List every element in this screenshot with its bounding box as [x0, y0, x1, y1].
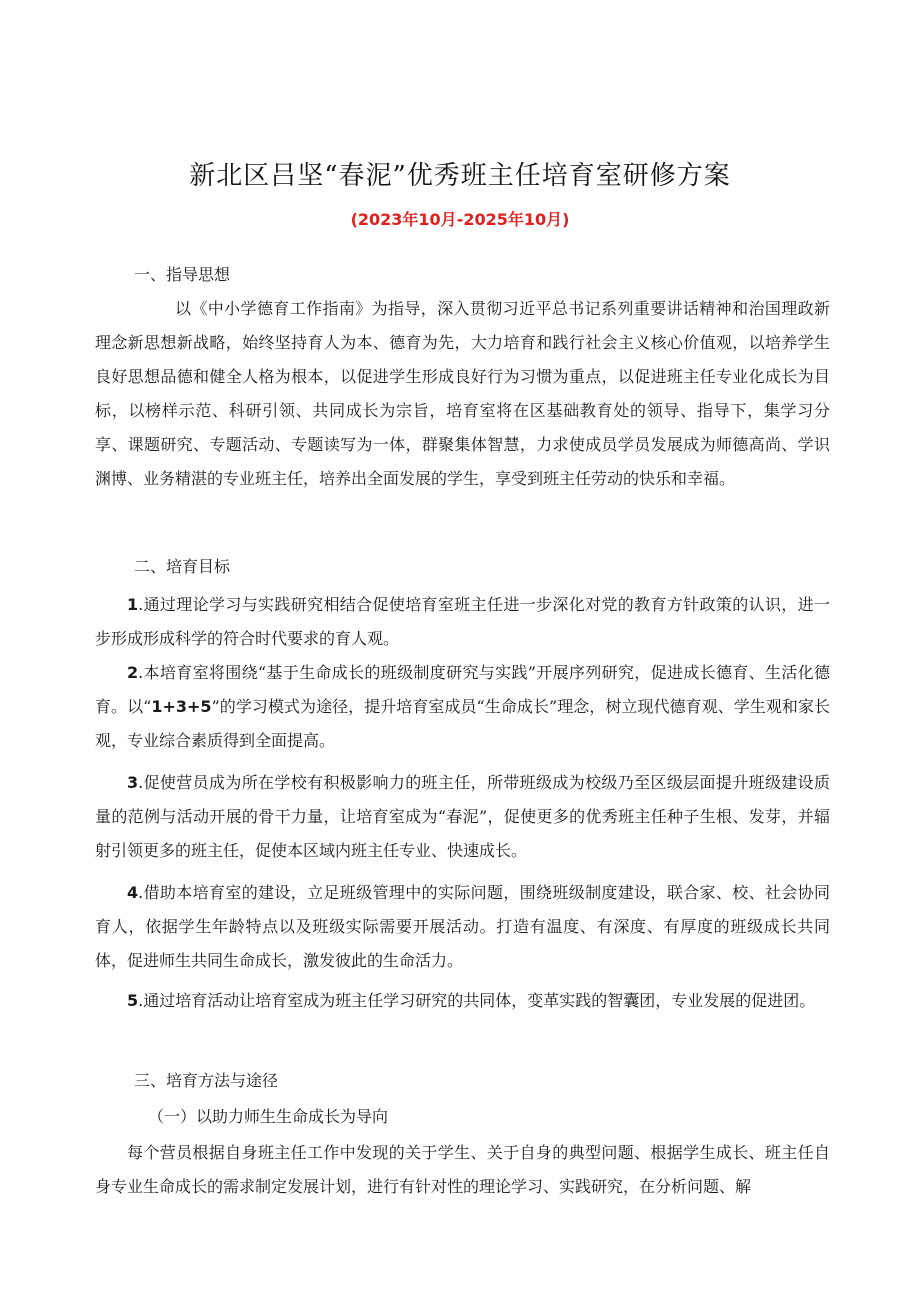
document-subtitle: (2023年10月-2025年10月) — [350, 210, 570, 229]
document-title: 新北区吕坚“春泥”优秀班主任培育室研修方案 — [189, 161, 731, 191]
goal-number: 1 — [127, 595, 139, 614]
subsection-heading-growth: （一）以助力师生生命成长为导向 — [148, 1107, 389, 1126]
goal-number: 3 — [127, 773, 139, 792]
paragraph-methods: 每个营员根据自身班主任工作中发现的关于学生、关于自身的典型问题、根据学生成长、班主任自身专业生命成长的需求制定发展计划，进行有针对性的理论学习、实践研究，在分析问题、解 — [95, 1143, 830, 1196]
goal-item-5 — [95, 984, 830, 1018]
goal-text: .通过理论学习与实践研究相结合促使培育室班主任进一步深化对党的教育方针政策的认识，进一步形成形成科学的符合时代要求的育人观。 — [95, 595, 830, 648]
section-heading-guiding-thought: 一、指导思想 — [134, 265, 231, 284]
goal-model-formula: 1+3+5 — [151, 697, 212, 716]
goal-text: .借助本培育室的建设，立足班级管理中的实际问题，围绕班级制度建设，联合家、校、社会协同育人，依据学生年龄特点以及班级实际需要开展活动。打造有温度、有深度、有厚度的班级成长共同体，促进师生共同生命成长，激发彼此的生命活力。 — [95, 883, 830, 970]
section-heading-methods: 三、培育方法与途径 — [134, 1071, 279, 1090]
goal-number: 5 — [127, 991, 139, 1010]
goal-item-1 — [95, 588, 830, 656]
goal-number: 2 — [127, 663, 139, 682]
goal-text: .本培育室将围绕“基于生命成长的班级制度研究与实践”开展序列研究，促进成长德育、生活化德育。以“ — [95, 663, 830, 716]
goal-item-4 — [95, 876, 830, 978]
goal-text: ”的学习模式为途径，提升培育室成员“生命成长”理念，树立现代德育观、学生观和家长观，专业综合素质得到全面提高。 — [95, 697, 830, 750]
goal-item-2 — [95, 656, 830, 758]
goal-item-3 — [95, 766, 830, 868]
goal-number: 4 — [127, 883, 139, 902]
section-heading-goals: 二、培育目标 — [134, 557, 231, 576]
goal-text: .通过培育活动让培育室成为班主任学习研究的共同体，变革实践的智囊团，专业发展的促进团。 — [138, 991, 816, 1010]
goal-text: .促使营员成为所在学校有积极影响力的班主任，所带班级成为校级乃至区级层面提升班级建设质量的范例与活动开展的骨干力量，让培育室成为“春泥”，促使更多的优秀班主任种子生根、发芽，并辐射引领更多的班主任，促使本区域内班主任专业、快速成长。 — [95, 773, 830, 860]
paragraph-guiding-thought: 以《中小学德育工作指南》为指导，深入贯彻习近平总书记系列重要讲话精神和治国理政新理念新思想新战略，始终坚持育人为本、德育为先，大力培育和践行社会主义核心价值观，以培养学生良好思想品德和健全人格为根本，以促进学生形成良好行为习惯为重点，以促进班主任专业化成长为目标，以榜样示范、科研引领、共同成长为宗旨，培育室将在区基础教育处的领导、指导下，集学习分享、课题研究、专题活动、专题读写为一体，群聚集体智慧，力求使成员学员发展成为师德高尚、学识渊博、业务精湛的专业班主任，培养出全面发展的学生，享受到班主任劳动的快乐和幸福。 — [95, 299, 830, 488]
